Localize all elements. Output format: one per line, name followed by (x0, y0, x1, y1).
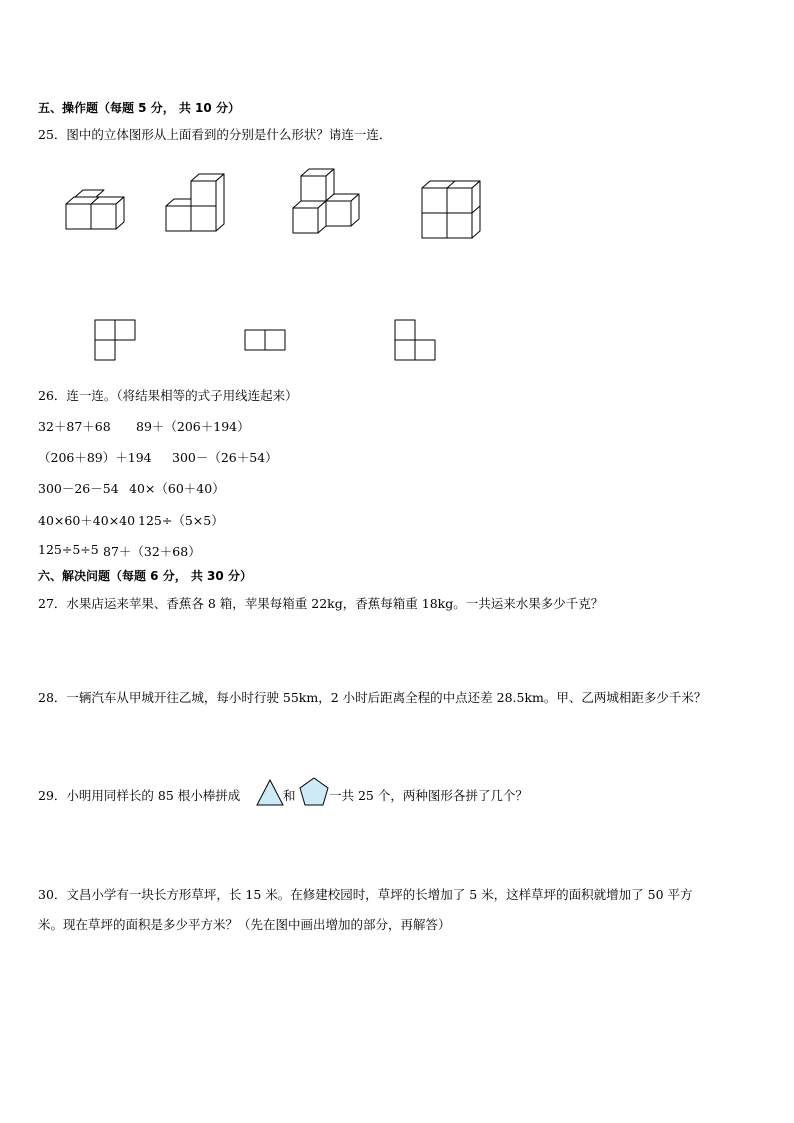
top-view-2 (245, 330, 285, 350)
question-30-line1: 30．文昌小学有一块长方形草坪，长 15 米。在修建校园时，草坪的长增加了 5 米，这样草坪的面积就增加了 50 平方 (38, 887, 693, 902)
expr-right-1: 89＋（206＋194） (136, 419, 250, 434)
question-25: 25．图中的立体图形从上面看到的分别是什么形状？请连一连． (38, 127, 392, 142)
expr-left-1: 32＋87＋68 (38, 419, 111, 434)
expr-left-2: （206＋89）＋194 (38, 450, 152, 465)
expr-right-5: 87＋（32＋68） (103, 544, 201, 559)
top-view-3 (395, 320, 435, 360)
solid-4 (422, 181, 480, 238)
expr-right-3: 40×（60＋40） (129, 481, 225, 496)
section6-heading: 六、解决问题（每题 6 分， 共 30 分） (38, 569, 252, 583)
solid-1 (66, 190, 124, 229)
expr-right-2: 300－（26＋54） (172, 450, 278, 465)
expr-left-5: 125÷5÷5 (38, 542, 99, 557)
pentagon-icon (298, 777, 330, 807)
section5-heading: 五、操作题（每题 5 分， 共 10 分） (38, 101, 240, 115)
question-29-part2: 一共 25 个，两种图形各拼了几个？ (329, 788, 528, 803)
solid-2 (166, 174, 224, 231)
question-29-part1: 29．小明用同样长的 85 根小棒拼成 (38, 788, 241, 803)
expr-right-4: 125÷（5×5） (138, 513, 224, 528)
question-29-and: 和 (283, 788, 296, 803)
top-view-1 (95, 320, 135, 360)
question-30-line2: 米。现在草坪的面积是多少平方米？（先在图中画出增加的部分，再解答） (38, 917, 451, 932)
expr-left-4: 40×60＋40×40 (38, 513, 136, 528)
question-26: 26．连一连。（将结果相等的式子用线连起来） (38, 388, 298, 403)
expr-left-3: 300－26－54 (38, 481, 119, 496)
solid-3 (293, 169, 359, 233)
triangle-icon (256, 779, 284, 807)
question-28: 28．一辆汽车从甲城开往乙城，每小时行驶 55km，2 小时后距离全程的中点还差 28.5km。甲、乙两城相距多少千米？ (38, 690, 707, 705)
question-27: 27．水果店运来苹果、香蕉各 8 箱，苹果每箱重 22kg，香蕉每箱重 18kg。一共运来水果多少千克？ (38, 596, 604, 611)
